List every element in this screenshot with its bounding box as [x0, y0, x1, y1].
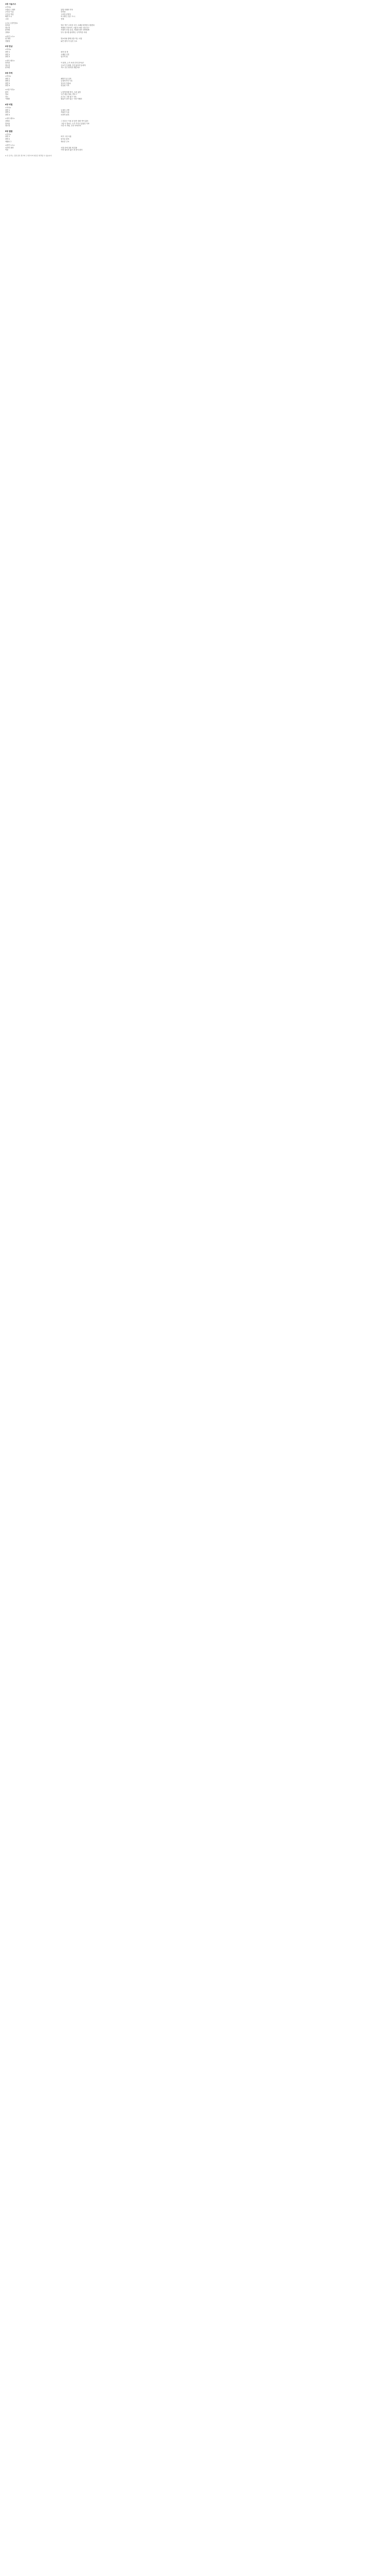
field-key: 강태오 — [5, 31, 10, 33]
field-key: 전환점 — [5, 40, 10, 42]
field-key: 주인공 직업 — [5, 13, 14, 15]
field-key: 장면 3 — [5, 82, 10, 84]
field-group — [5, 22, 366, 34]
group-header: <목차> — [5, 48, 11, 51]
document-section — [5, 104, 366, 127]
section-title: 5장 결말 — [5, 130, 13, 132]
field-value: 돌아온 편지 — [61, 138, 70, 140]
field-key: 장면 1 — [5, 77, 10, 80]
field-value: 마지막 편지 — [61, 113, 70, 116]
field-value: 부두 창고를 관리하는 무뚝뚝한 사내 — [61, 31, 87, 33]
field-group — [5, 144, 366, 151]
field-value: 빗소리와 함께 문을 여는 서점 — [61, 38, 82, 40]
field-value: 낡은 편지 속 낯선 주소 — [61, 40, 77, 42]
group-header: <목차> — [5, 75, 11, 78]
field-key: 강태오 — [5, 120, 10, 122]
field-key: 편지 — [5, 91, 9, 93]
field-value: 귀향한 사진작가, 서윤의 어린 시절 친구 — [61, 26, 90, 29]
field-group — [5, 117, 366, 127]
field-row — [5, 18, 366, 21]
field-value: 현대 — [61, 18, 64, 20]
document-section — [5, 72, 366, 100]
field-key: 첫 장면 — [5, 38, 11, 40]
field-value: 누렇게 바랜 봉투, 우표 없음 — [61, 91, 81, 93]
field-key: 지도 — [5, 95, 9, 98]
group-header: <소품 목록> — [5, 89, 15, 91]
field-value: 등대지기의 기록 — [61, 80, 73, 82]
field-value: 비 내리는 항구 도시 — [61, 15, 75, 18]
field-group — [5, 60, 366, 69]
field-key: 장면 2 — [5, 53, 10, 56]
field-group — [5, 133, 366, 143]
field-group — [5, 75, 366, 87]
field-value: 편지 한 통 — [61, 50, 69, 53]
field-value: 엇갈린 기억 — [61, 84, 70, 87]
section-title: 2장 만남 — [5, 45, 13, 48]
field-key: 장면 1 — [5, 109, 10, 111]
field-row — [5, 114, 366, 116]
field-group — [5, 107, 366, 116]
group-header: <대사 메모> — [5, 117, 15, 120]
field-key: 주인공 이름 — [5, 11, 14, 13]
field-value: 오래된 사진 — [61, 53, 70, 56]
field-value: 새로운 주소 — [61, 140, 70, 143]
group-header: <장면 노트> — [5, 35, 15, 38]
field-key: 에필로그 — [5, 140, 12, 143]
field-value: 서점 문에 걸린 새 간판 — [61, 146, 77, 149]
field-key: 마지막 장면 — [5, 146, 14, 149]
field-value: 그럼 이 열쇠는 누가 가지고 있었던 거죠 — [61, 122, 90, 125]
field-key: 한서윤 — [5, 122, 10, 125]
field-value: 말수 적은 고서점 주인, 오래된 편지를 수집한다 — [61, 24, 95, 27]
group-header: <장면 노트> — [5, 144, 15, 147]
section-title: 4장 비밀 — [5, 104, 13, 106]
field-key: 정도현 — [5, 125, 10, 127]
field-key: 장면 3 — [5, 113, 10, 116]
document-section — [5, 3, 366, 42]
field-row — [5, 66, 366, 69]
group-header: <목차> — [5, 133, 11, 135]
field-key: 배경 도시 — [5, 15, 12, 18]
field-key: 여운 — [5, 149, 9, 151]
field-row — [5, 84, 366, 87]
document-section — [5, 130, 366, 151]
field-key: 정도현 — [5, 26, 10, 29]
field-group — [5, 36, 366, 43]
field-value: 주소가 이상해. 이미 없어진 동네야 — [61, 64, 86, 66]
field-key: 장면 1 — [5, 135, 10, 138]
field-value: 불빛 아래의 약속 — [61, 8, 73, 11]
field-value: 서점의 단골 손님, 비밀을 품은 대학원생 — [61, 29, 90, 31]
field-group — [5, 89, 366, 100]
field-key: 한서윤 — [5, 62, 10, 64]
field-key: 장면 2 — [5, 138, 10, 140]
field-value: 등대의 고백 — [61, 109, 70, 111]
field-key: 장면 1 — [5, 50, 10, 53]
field-value: 아직 열리지 않은 한 통의 편지 — [61, 149, 83, 151]
field-value: 비가 그친 아침 — [61, 135, 72, 138]
field-row — [5, 141, 366, 143]
field-key: 프롤로그 제목 — [5, 8, 15, 11]
document-body — [0, 0, 371, 157]
field-value: 한서윤 — [61, 11, 66, 13]
field-value: 지워진 이름 — [61, 111, 70, 114]
group-header: <대사 메모> — [5, 59, 15, 62]
group-header: <목차> — [5, 107, 11, 109]
field-key: 열쇠 — [5, 93, 9, 96]
field-key: 장면 2 — [5, 80, 10, 82]
field-key: 윤하린 — [5, 29, 10, 31]
field-value: 폐허가 된 골목 — [61, 77, 72, 80]
section-title: 1장 시놉시스 — [5, 3, 16, 5]
group-header: <목차> — [5, 6, 11, 8]
footnote: ※ 본 문서는 집필 중인 원고의 구성안이며 내용은 변경될 수 있습니다. — [5, 154, 53, 157]
field-key: 카메라 — [5, 98, 10, 100]
document-section — [5, 45, 366, 69]
field-value: 필름이 남아 있는 구형 카메라 — [61, 98, 82, 100]
group-header: <주요 등장인물> — [5, 22, 18, 24]
field-value: 녹슨 황동 열쇠, 번호 7 — [61, 93, 77, 96]
field-value: 항구의 밤 — [61, 56, 68, 58]
field-key: 장면 4 — [5, 84, 10, 87]
section-title: 3장 추적 — [5, 72, 13, 75]
field-value: 이 편지, 누가 보낸 건지 알아요? — [61, 62, 84, 64]
field-key: 정도현 — [5, 64, 10, 66]
field-row — [5, 40, 366, 43]
field-value: 저도 같은 편지를 받았어요 — [61, 66, 80, 69]
field-key: 장면 3 — [5, 56, 10, 58]
field-value: 고서점 운영자 — [61, 13, 71, 15]
field-key: 윤하린 — [5, 66, 10, 69]
field-row — [5, 53, 366, 58]
field-key: 한서윤 — [5, 24, 10, 27]
field-value: 그 창고는 이십 년 동안 열린 적이 없어 — [61, 120, 89, 122]
field-value: 창고의 자물쇠 — [61, 82, 71, 84]
field-value: 사진 속 사람, 우리 아버지야 — [61, 125, 81, 127]
field-key: 장면 2 — [5, 111, 10, 114]
field-group — [5, 48, 366, 58]
field-row — [5, 31, 366, 34]
field-group — [5, 6, 366, 21]
field-value: 손으로 그린 항구 지도 — [61, 95, 77, 98]
field-key: 시대 — [5, 18, 9, 20]
